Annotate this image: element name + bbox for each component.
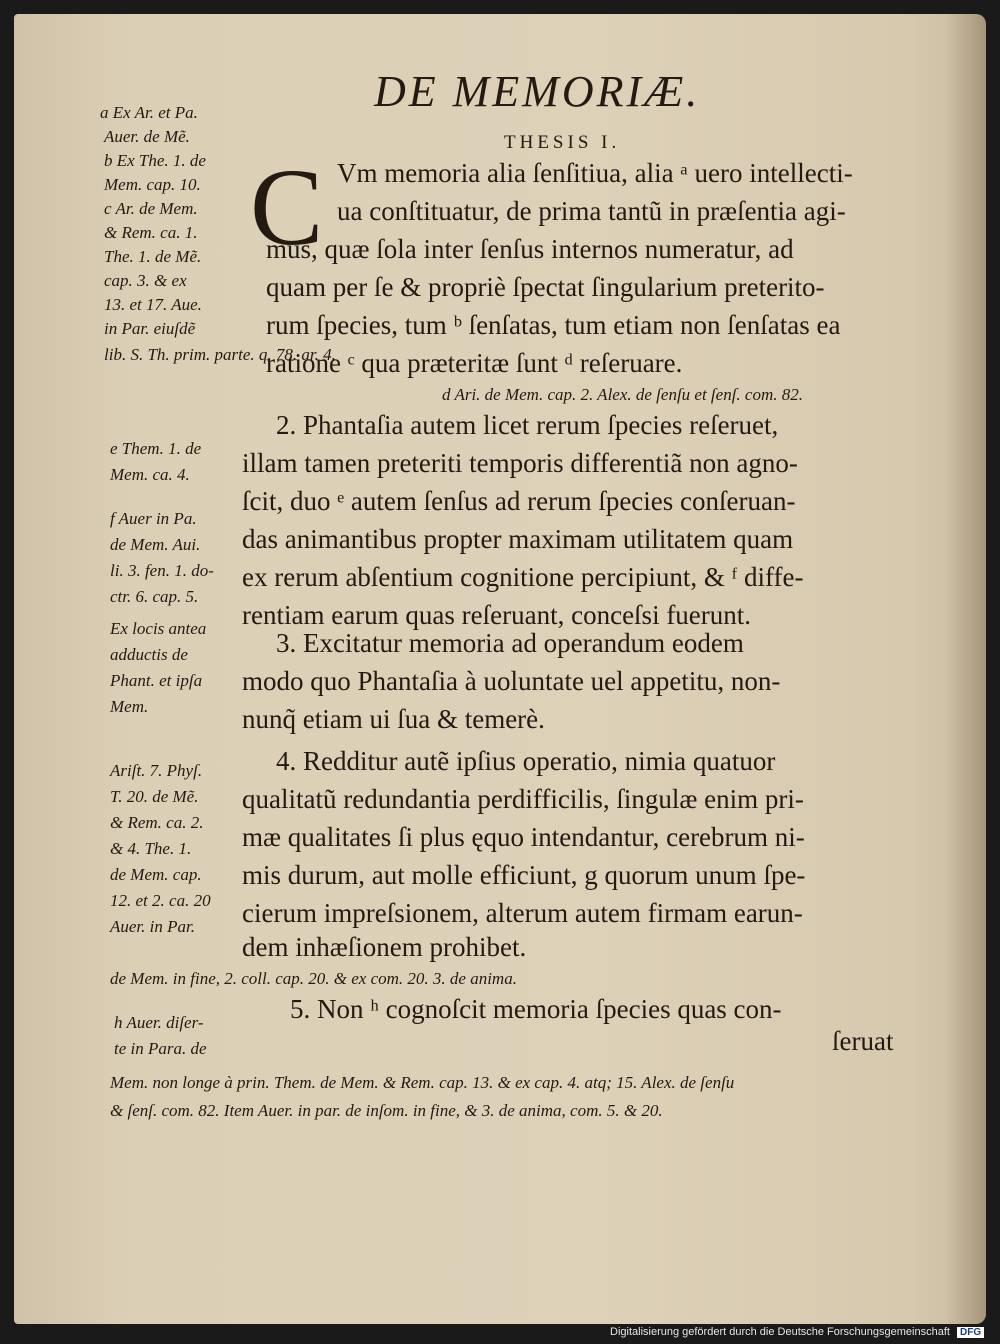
margin-note: Ariſt. 7. Phyſ. [110, 761, 203, 780]
margin-note: 12. et 2. ca. 20 [110, 891, 211, 910]
footnote-line: Mem. non longe à prin. Them. de Mem. & Rem. cap. 13. & ex cap. 4. atq; 15. Alex. de ſenſu [110, 1073, 735, 1092]
margin-note: Mem. ca. 4. [110, 465, 190, 484]
body-line: 5. Non ʰ cognoſcit memoria ſpecies quas con- [290, 994, 782, 1024]
margin-note: in Par. eiuſdẽ [104, 319, 196, 338]
margin-note: & Rem. ca. 2. [110, 813, 204, 832]
drop-cap: C [250, 146, 324, 268]
body-line: mus, quæ ſola inter ſenſus internos numeratur, ad [266, 234, 794, 264]
body-line: ratione ᶜ qua præteritæ ſunt ᵈ reſeruare. [266, 348, 683, 378]
body-line: 2. Phantaſia autem licet rerum ſpecies reſeruet, [276, 410, 779, 440]
body-line: ſcit, duo ᵉ autem ſenſus ad rerum ſpecies conſeruan- [242, 486, 796, 516]
body-line: rum ſpecies, tum ᵇ ſenſatas, tum etiam non ſenſatas ea [266, 310, 841, 340]
body-line: mis durum, aut molle efficiunt, g quorum unum ſpe- [242, 860, 806, 890]
margin-note: T. 20. de Mẽ. [110, 787, 199, 806]
margin-note: The. 1. de Mẽ. [104, 247, 202, 266]
margin-note: adductis de [110, 645, 188, 664]
digitization-credit [610, 1326, 984, 1338]
body-line: qualitatũ redundantia perdifficilis, ſingulæ enim pri- [242, 784, 804, 814]
margin-note: Ex locis antea [110, 619, 207, 638]
footnote-line: & ſenſ. com. 82. Item Auer. in par. de inſom. in fine, & 3. de anima, com. 5. & 20. [110, 1101, 663, 1120]
margin-note: b Ex The. 1. de [104, 151, 206, 170]
margin-note: li. 3. fen. 1. do- [110, 561, 214, 580]
inline-citation: de Mem. in fine, 2. coll. cap. 20. & ex com. 20. 3. de anima. [110, 969, 517, 988]
page-header: DE MEMORIÆ. [374, 67, 701, 116]
margin-note: 13. et 17. Aue. [104, 295, 202, 314]
margin-note: Auer. de Mẽ. [104, 127, 190, 146]
body-line: quam per ſe & propriè ſpectat ſingularium preterito- [266, 272, 825, 302]
margin-note: & 4. The. 1. [110, 839, 192, 858]
margin-note: Phant. et ipſa [110, 671, 203, 690]
body-line: illam tamen preteriti temporis differentiã non agno- [242, 448, 798, 478]
body-line: cierum impreſsionem, alterum autem firmam earun- [242, 898, 803, 928]
body-line: das animantibus propter maximam utilitatem quam [242, 524, 794, 554]
margin-note: Mem. [110, 697, 149, 716]
body-line: rentiam earum quas reſeruant, conceſsi fuerunt. [242, 600, 752, 630]
body-line: nunq̃ etiam ui ſua & temerè. [242, 704, 545, 734]
margin-note: f Auer in Pa. [110, 509, 197, 528]
credit-text: Digitalisierung gefördert durch die Deutsche Forschungsgemeinschaft [610, 1326, 950, 1338]
margin-note: h Auer. diſer- [114, 1013, 204, 1032]
margin-note: ctr. 6. cap. 5. [110, 587, 199, 606]
body-line: ex rerum abſentium cognitione percipiunt, & ᶠ diffe- [242, 562, 804, 592]
margin-note: Mem. cap. 10. [104, 175, 201, 194]
margin-note: a Ex Ar. et Pa. [100, 103, 198, 122]
body-line: modo quo Phantaſia à uoluntate uel appetitu, non- [242, 666, 781, 696]
margin-note: te in Para. de [114, 1039, 207, 1058]
margin-note: c Ar. de Mem. [104, 199, 198, 218]
dfg-logo: DFG [957, 1327, 984, 1338]
margin-note: e Them. 1. de [110, 439, 202, 458]
body-line: 3. Excitatur memoria ad operandum eodem [276, 628, 744, 658]
margin-note: cap. 3. & ex [104, 271, 187, 290]
margin-note: Auer. in Par. [110, 917, 195, 936]
margin-note: de Mem. cap. [110, 865, 202, 884]
body-line: ſeruat [832, 1026, 894, 1056]
margin-note: lib. S. Th. prim. parte. q. 78. ar. 4. [104, 345, 336, 364]
margin-note: de Mem. Aui. [110, 535, 201, 554]
inline-citation: d Ari. de Mem. cap. 2. Alex. de ſenſu et ſenſ. com. 82. [442, 385, 804, 404]
body-line: ua conſtituatur, de prima tantũ in præſentia agi- [337, 196, 846, 226]
body-line: mæ qualitates ſi plus ęquo intendantur, cerebrum ni- [242, 822, 805, 852]
book-page [14, 14, 986, 1324]
body-line: Vm memoria alia ſenſitiua, alia ᵃ uero intellecti- [337, 158, 853, 188]
margin-note: & Rem. ca. 1. [104, 223, 198, 242]
body-line: 4. Redditur autẽ ipſius operatio, nimia quatuor [276, 746, 776, 776]
body-line: dem inhæſionem prohibet. [242, 932, 527, 962]
page-edge-shadow [946, 14, 986, 1324]
thesis-title: THESIS I. [504, 132, 621, 153]
